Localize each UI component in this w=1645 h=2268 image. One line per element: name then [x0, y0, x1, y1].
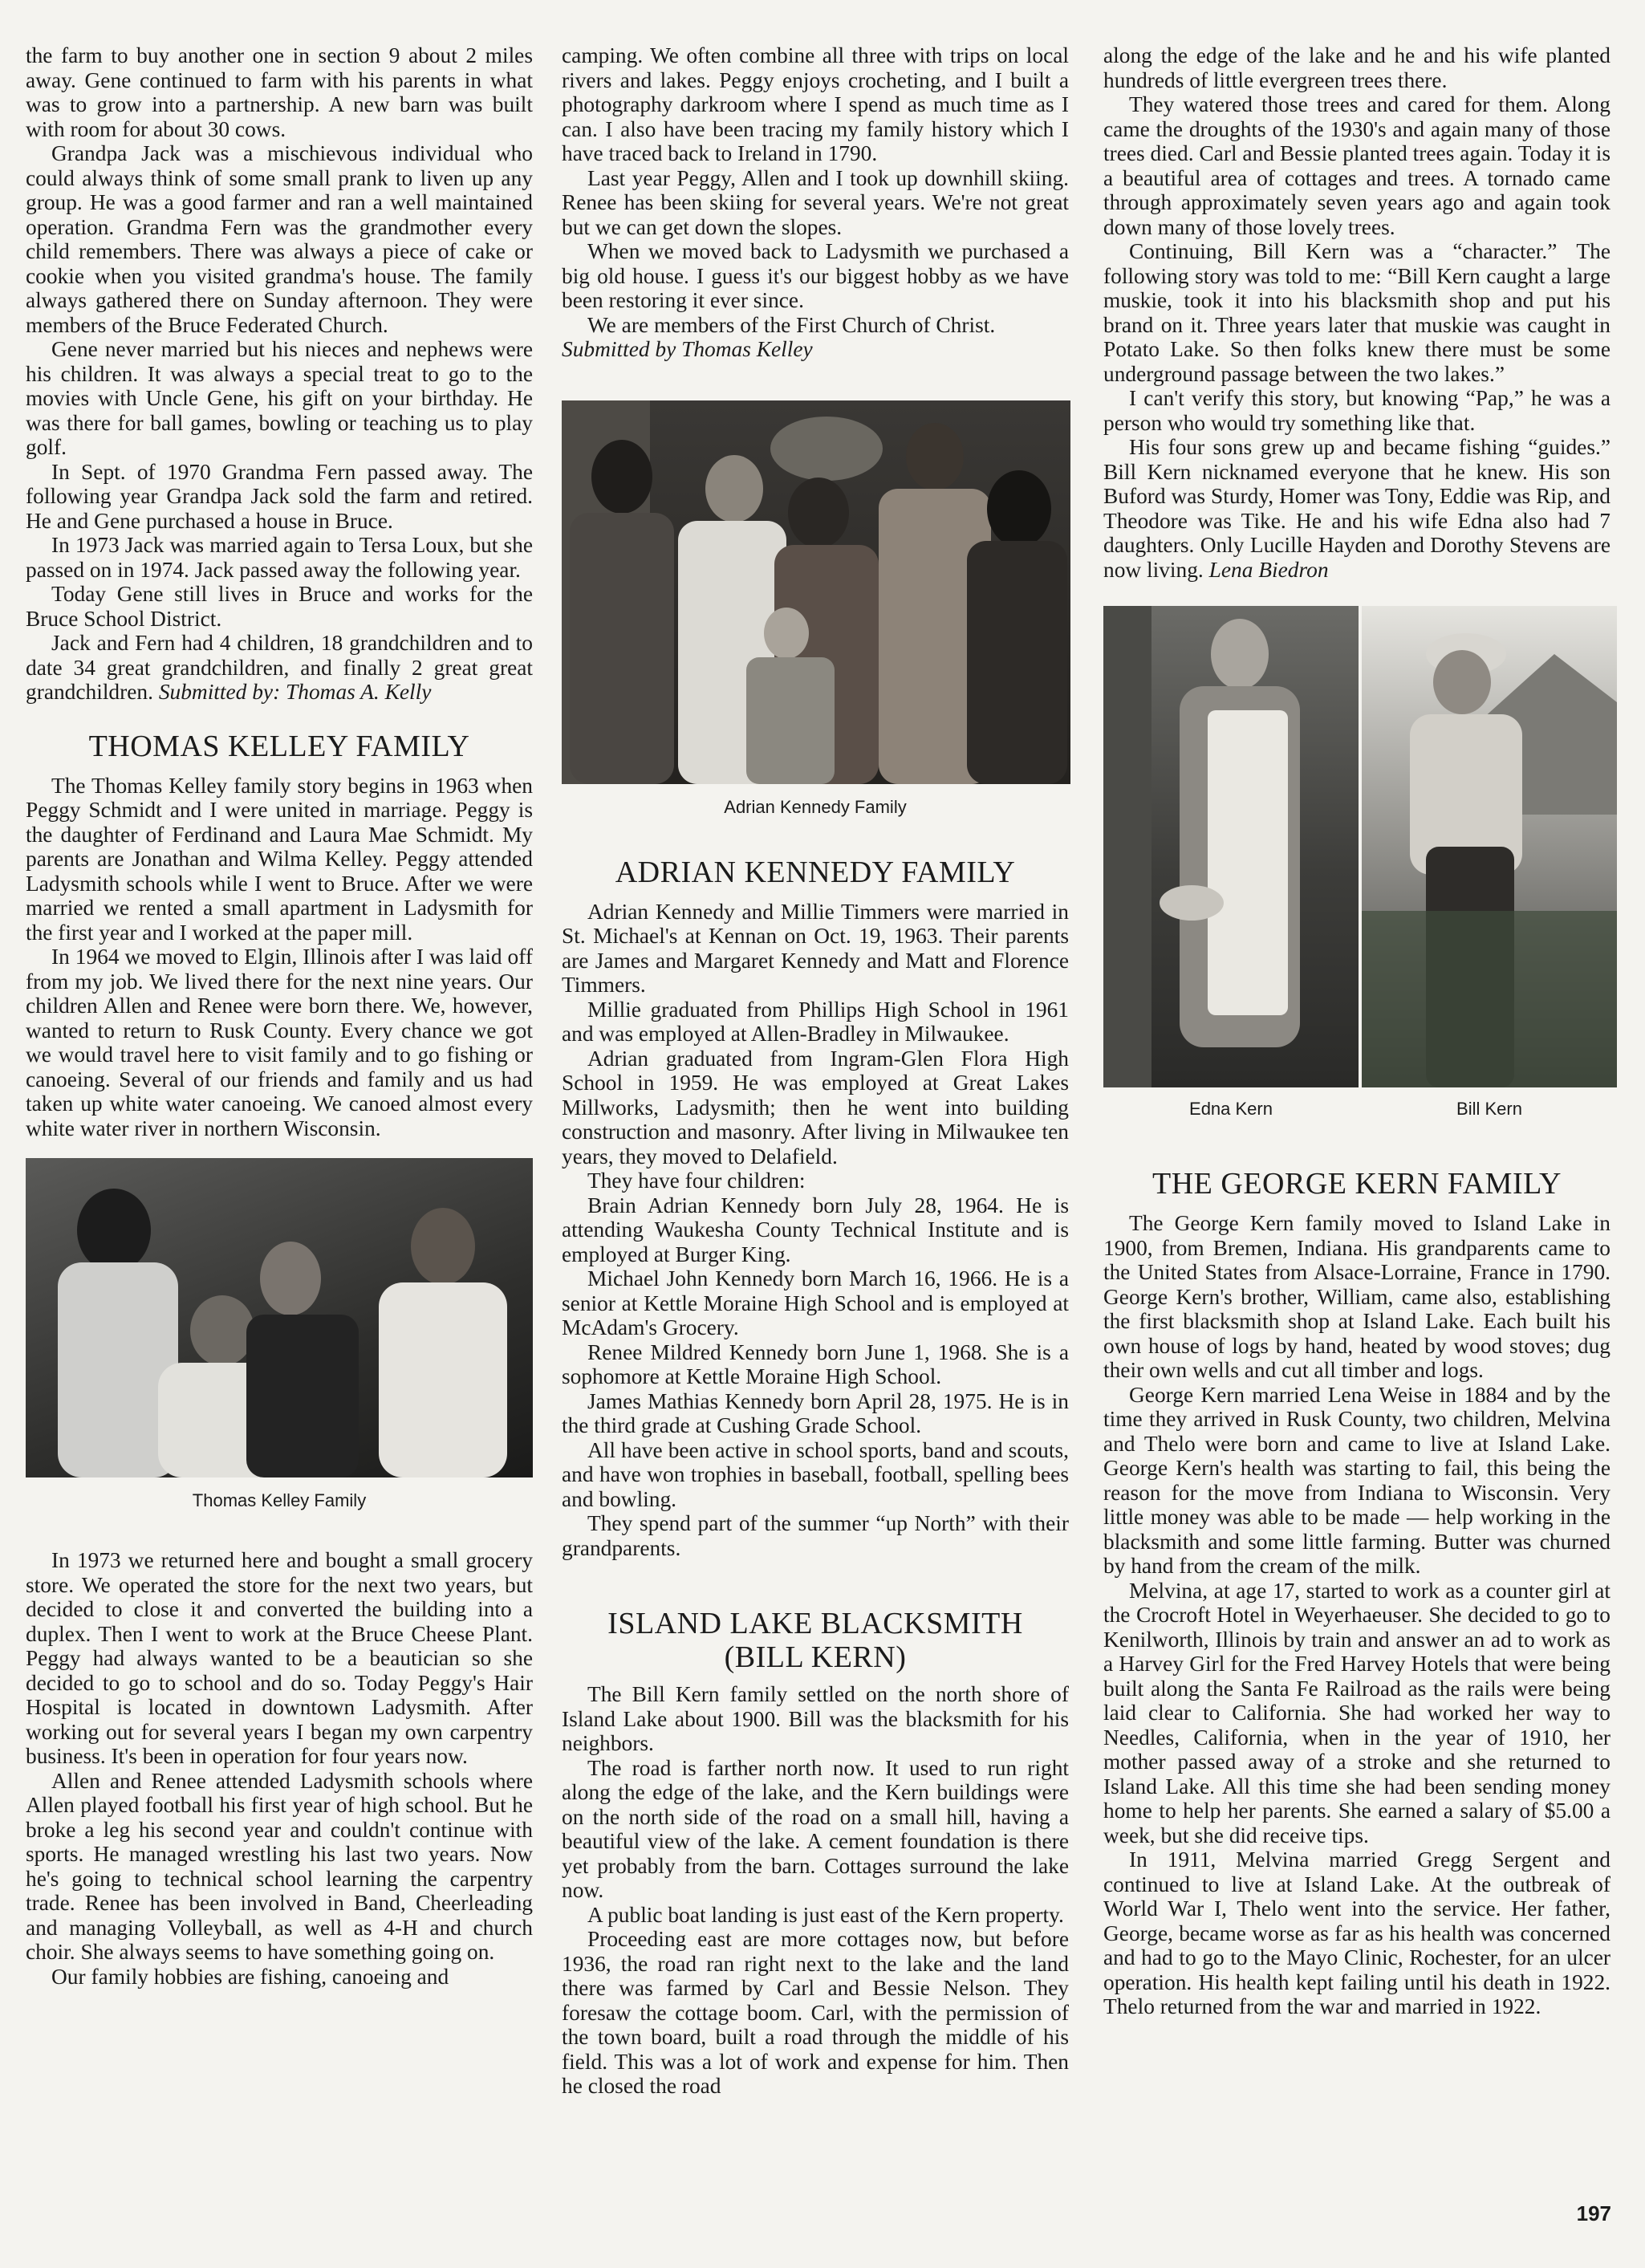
paragraph: In 1973 Jack was married again to Tersa Loux, but she passed on in 1974. Jack passed away the following year.: [26, 533, 533, 582]
adrian-kennedy-photo-caption: Adrian Kennedy Family: [724, 796, 907, 817]
paragraph: They spend part of the summer “up North” with their grandparents.: [562, 1511, 1069, 1560]
paragraph: Proceeding east are more cottages now, but before 1936, the road ran right next to the lake and the land there was farmed by Carl and Bessie Nelson. They foresaw the cottage boom. Carl, with the permission of the town board, built a road through the middle of his field. This was a lot of work and expense for him. Then he closed the road: [562, 1927, 1069, 2098]
paragraph: In 1964 we moved to Elgin, Illinois after I was laid off from my job. We lived there for the next nine years. Our children Allen and Renee were born there. We, however, wanted to return to Rusk County. Every chance we got we would travel here to visit family and to go fishing or canoeing. Several of our friends and family and us had taken up white water canoeing. We canoed almost every white water river in northern Wisconsin.: [26, 945, 533, 1140]
heading-thomas-kelley-family: THOMAS KELLEY FAMILY: [88, 729, 470, 763]
adrian-kennedy-family-photo: [562, 400, 1070, 784]
paragraph: The Thomas Kelley family story begins in 1963 when Peggy Schmidt and I were united in marriage. Peggy is the daughter of Ferdinand and Laura Mae Schmidt. My parents are Jonathan and Wilma Kelley. Peggy attended Ladysmith schools while I went to Bruce. After we were married we rented a small apartment in Ladysmith for the first year and I worked at the paper mill.: [26, 773, 533, 945]
paragraph: camping. We often combine all three with trips on local rivers and lakes. Peggy enjoys crocheting, and I built a photography darkroom where I spend as much time as I can. I also have been tracing my family history which I have traced back to Ireland in 1790.: [562, 43, 1069, 165]
paragraph: In Sept. of 1970 Grandma Fern passed away. The following year Grandpa Jack sold the farm and retired. He and Gene purchased a house in Bruce.: [26, 459, 533, 533]
paragraph: Today Gene still lives in Bruce and works for the Bruce School District.: [26, 582, 533, 631]
page-number: 197: [1576, 2201, 1611, 2225]
paragraph: Renee Mildred Kennedy born June 1, 1968. She is a sophomore at Kettle Moraine High School.: [562, 1339, 1069, 1388]
bill-kern-caption: Bill Kern: [1456, 1099, 1522, 1119]
paragraph: George Kern married Lena Weise in 1884 and by the time they arrived in Rusk County, two children, Melvina and Thelo were born and came to live at Island Lake. George Kern's health was starting to fail, this being the reason for the move from Indiana to Wisconsin. Very little money was able to be made — help working in the blacksmith and some little farming. Butter was churned by hand from the cream of the milk.: [1103, 1382, 1610, 1578]
paragraph: James Mathias Kennedy born April 28, 1975. He is in the third grade at Cushing Grade School.: [562, 1388, 1069, 1437]
kelley-text: [26, 774, 533, 1141]
photo-figures: [562, 400, 1070, 784]
heading-george-kern-family: THE GEORGE KERN FAMILY: [1152, 1167, 1562, 1201]
kelley-text-continued: [26, 1548, 533, 1989]
paragraph: All have been active in school sports, band and scouts, and have won trophies in baseball, football, spelling bees and bowling.: [562, 1437, 1069, 1511]
signature: Submitted by: Thomas A. Kelly: [158, 680, 432, 704]
paragraph: His four sons grew up and became fishing “guides.” Bill Kern nicknamed everyone that he knew. His son Buford was Sturdy, Homer was Tony, Eddie was Rip, and Theodore was Tike. He and his wife Edna also had 7 daughters. Only Lucille Hayden and Dorothy Stevens are now living. Lena Biedron: [1103, 435, 1610, 582]
paragraph: A public boat landing is just east of the Kern property.: [587, 1902, 1064, 1927]
photo-figures: [26, 1158, 533, 1477]
paragraph: along the edge of the lake and he and his wife planted hundreds of little evergreen trees there.: [1103, 43, 1610, 92]
paragraph: They have four children:: [587, 1169, 806, 1193]
signature: Lena Biedron: [1208, 557, 1329, 582]
paragraph: Melvina, at age 17, started to work as a counter girl at the Crocroft Hotel in Weyerhaeuser. She decided to go to Kenilworth, Illinois by train and answer an ad to work as a Harvey Girl for the Fred Harvey Hotels that were being built along the Santa Fe Railroad as the rails were being laid clear to California. She had worked her way to Needles, California, when in the year of 1910, her mother passed away of a stroke and she returned to Island Lake. All this time she had been sending money home to help her parents. She earned a salary of $5.00 a week, but she did receive tips.: [1103, 1578, 1610, 1847]
thomas-kelley-family-photo: [26, 1158, 533, 1477]
edna-kern-photo: [1103, 606, 1359, 1087]
bill-kern-photo: [1362, 606, 1617, 1087]
paragraph: Our family hobbies are fishing, canoeing and: [51, 1964, 449, 1989]
paragraph: Allen and Renee attended Ladysmith schools where Allen played football his first year of high school. But he broke a leg his second year and couldn't continue with sports. He managed wrestling his last two years. Now he's going to technical school learning the carpentry trade. Renee has been involved in Band, Cheerleading and managing Volleyball, as well as 4-H and church choir. She always seems to have something going on.: [26, 1768, 533, 1964]
paragraph: Jack and Fern had 4 children, 18 grandchildren and to date 34 great grandchildren, and finally 2 great great grandchildren. Submitted by: Thomas A. Kelly: [26, 631, 533, 704]
col3-top-text: [1103, 43, 1610, 582]
paragraph: In 1973 we returned here and bought a small grocery store. We operated the store for the next two years, but decided to close it and converted the building into a duplex. Then I went to work at the Bruce Cheese Plant. Peggy had always wanted to be a beautician so she decided to go to school and do so. Today Peggy's Hair Hospital is located in downtown Ladysmith. After working out for several years I began my own carpentry business. It's been in operation for four years now.: [26, 1548, 533, 1768]
paragraph: the farm to buy another one in section 9 about 2 miles away. Gene continued to farm with his parents in what was to grow into a partnership. A new barn was built with room for about 30 cows.: [26, 43, 533, 141]
paragraph: Gene never married but his nieces and nephews were his children. It was always a special treat to go to the movies with Uncle Gene, his gift on your birthday. He was there for ball games, bowling or teaching us to play golf.: [26, 337, 533, 459]
paragraph: Millie graduated from Phillips High School in 1961 and was employed at Allen-Bradley in Milwaukee.: [562, 997, 1069, 1046]
kennedy-text: [562, 900, 1069, 1561]
kern-photos: [1103, 606, 1617, 1087]
column-2: [562, 43, 1069, 2099]
col1-top-text: [26, 43, 533, 705]
paragraph: The George Kern family moved to Island Lake in 1900, from Bremen, Indiana. His grandparents came to the United States from Alsace-Lorraine, France in 1790. George Kern's brother, William, came also, establishing the first blacksmith shop at Island Lake. Each built his own house of logs by hand, heated by wood stoves; dug their own wells and cut all timber and logs.: [1103, 1211, 1610, 1382]
column-1: [26, 43, 533, 1989]
paragraph: Continuing, Bill Kern was a “character.” The following story was told to me: “Bill Kern caught a large muskie, took it into his blacksmith shop and put his brand on it. Three years later that muskie was caught in Potato Lake. So then folks knew there must be some underground passage between the two lakes.”: [1103, 239, 1610, 386]
signature: Submitted by Thomas Kelley: [562, 337, 813, 361]
george-kern-text: [1103, 1211, 1610, 2019]
paragraph: Adrian Kennedy and Millie Timmers were married in St. Michael's at Kennan on Oct. 19, 1963. Their parents are James and Margaret Kennedy and Matt and Florence Timmers.: [562, 899, 1069, 997]
kern-photo-captions: [1103, 1099, 1610, 1131]
paragraph: Grandpa Jack was a mischievous individual who could always think of some small prank to liven up any group. He was a good farmer and ran a well maintained operation. Grandma Fern was the grandmother every child remembers. There was always a piece of cake or cookie when you visited grandma's house. The family always gathered there on Sunday afternoon. They were members of the Bruce Federated Church.: [26, 141, 533, 337]
kern-text: [562, 1682, 1069, 2099]
col2-top-text: [562, 43, 1069, 362]
paragraph: Brain Adrian Kennedy born July 28, 1964. He is attending Waukesha County Technical Institute and is employed at Burger King.: [562, 1193, 1069, 1266]
photo-figure: [1103, 606, 1359, 1087]
edna-kern-caption: Edna Kern: [1189, 1099, 1273, 1119]
heading-island-lake-blacksmith: ISLAND LAKE BLACKSMITH (BILL KERN): [607, 1607, 1023, 1674]
paragraph: The Bill Kern family settled on the north shore of Island Lake about 1900. Bill was the blacksmith for his neighbors.: [562, 1682, 1069, 1755]
heading-adrian-kennedy-family: ADRIAN KENNEDY FAMILY: [615, 855, 1016, 889]
paragraph: Adrian graduated from Ingram-Glen Flora High School in 1959. He was employed at Great Lakes Millworks, Ladysmith; then he went into building construction and masonry. After living in Milwaukee ten years, they moved to Delafield.: [562, 1046, 1069, 1169]
paragraph: When we moved back to Ladysmith we purchased a big old house. I guess it's our biggest hobby as we have been restoring it ever since.: [562, 239, 1069, 312]
paragraph: Last year Peggy, Allen and I took up downhill skiing. Renee has been skiing for several years. We're not great but we can get down the slopes.: [562, 165, 1069, 239]
paragraph: I can't verify this story, but knowing “Pap,” he was a person who would try something like that.: [1103, 386, 1610, 435]
paragraph: Michael John Kennedy born March 16, 1966. He is a senior at Kettle Moraine High School and is employed at McAdam's Grocery.: [562, 1266, 1069, 1339]
column-3: [1103, 43, 1610, 2019]
thomas-kelley-photo-caption: Thomas Kelley Family: [192, 1490, 367, 1510]
paragraph: The road is farther north now. It used to run right along the edge of the lake, and the Kern buildings were on the north side of the road on a small hill, having a beautiful view of the lake. A cement foundation is there yet probably from the barn. Cottages surround the lake now.: [562, 1755, 1069, 1902]
paragraph: In 1911, Melvina married Gregg Sergent and continued to live at Island Lake. At the outbreak of World War I, Thelo went into the service. Her father, George, became worse as far as his health was concerned and had to go to the Mayo Clinic, Rochester, for an ulcer operation. His health kept failing until his death in 1922. Thelo returned from the war and married in 1922.: [1103, 1847, 1610, 2018]
paragraph: They watered those trees and cared for them. Along came the droughts of the 1930's and again many of those trees died. Carl and Bessie planted trees again. Today it is a beautiful area of cottages and trees. A tornado came through approximately seven years ago and again took down many of those lovely trees.: [1103, 92, 1610, 239]
photo-figure: [1362, 606, 1617, 1087]
paragraph: We are members of the First Church of Christ.: [587, 312, 996, 337]
